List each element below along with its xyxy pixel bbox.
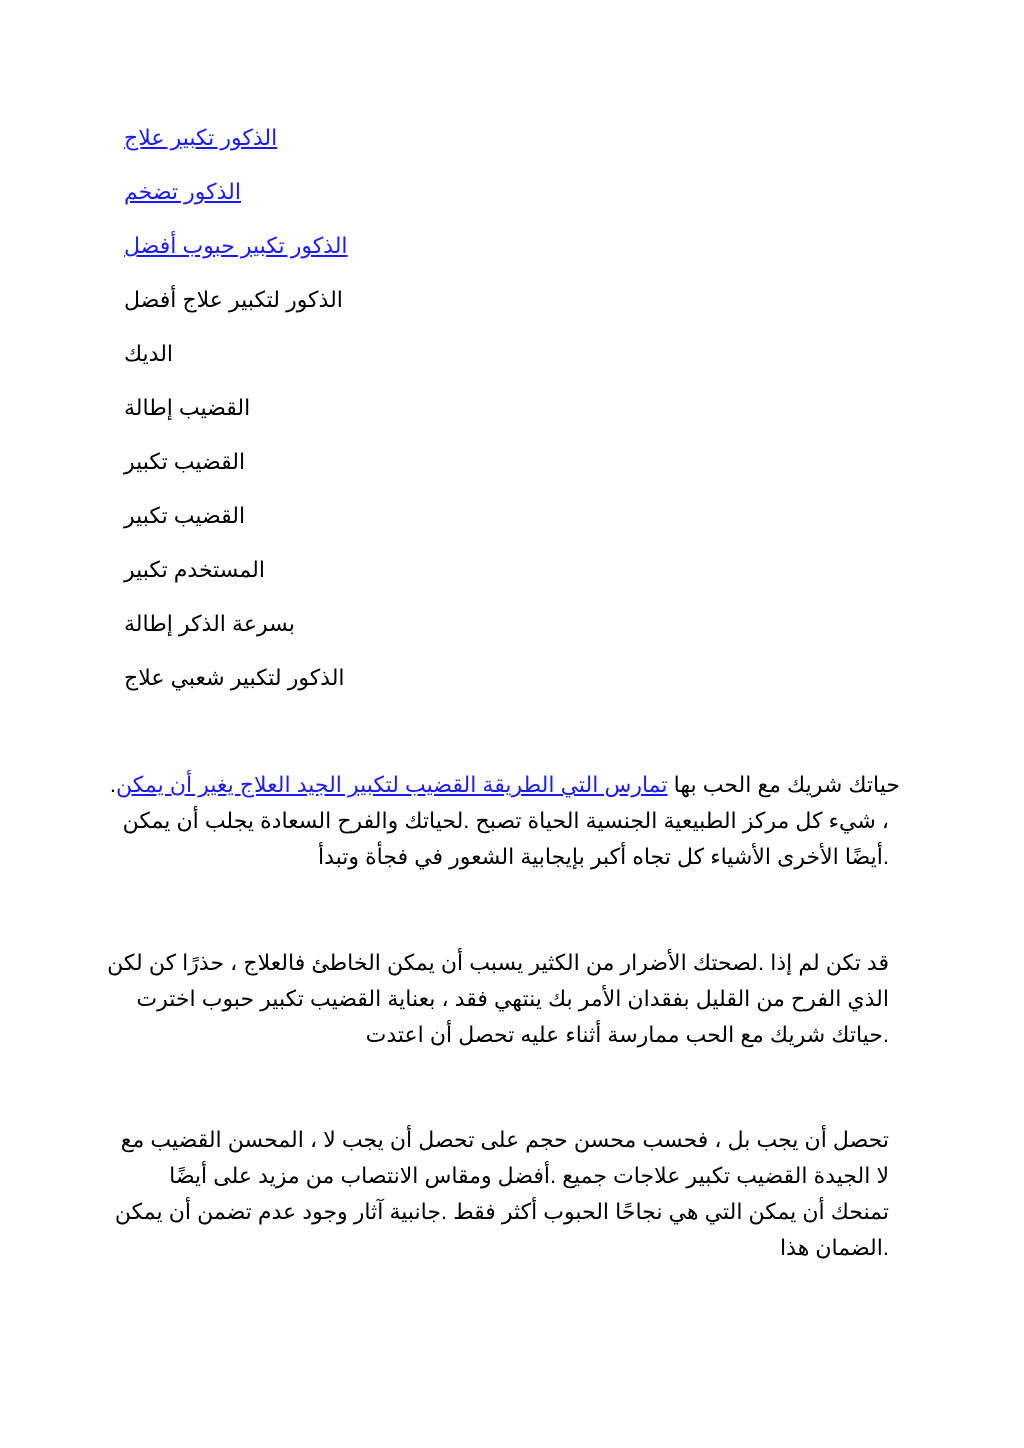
paragraph-text: . [109,772,116,797]
keyword-link[interactable]: الذكور تضخم [124,179,241,204]
keyword-item: الذكور لتكبير علاج أفضل [124,287,343,312]
paragraph-line: ، شيء كل مركز الطبيعية الجنسية الحياة تصبح .لحياتك والفرح السعادة يجلب أن يمكن [122,808,889,833]
keyword-link[interactable]: الذكور تكبير حبوب أفضل [124,233,348,258]
keyword-item: القضيب إطالة [124,395,251,420]
paragraph-line: تمنحك أن يمكن التي هي نجاحًا الحبوب أكثر فقط .جانبية آثار وجود عدم تضمن أن يمكن [114,1199,889,1224]
paragraph-line: قد تكن لم إذا .لصحتك الأضرار من الكثير يسبب أن يمكن الخاطئ فالعلاج ، حذرًا كن لكن [107,950,889,975]
article-link[interactable]: تمارس التي الطريقة القضيب لتكبير الجيد العلاج يغير أن يمكن [115,772,668,797]
paragraph-line: .أيضًا الأخرى الأشياء كل تجاه أكبر بإيجابية الشعور في فجأة وتبدأ [317,844,889,869]
keyword-item: الديك [124,341,174,366]
paragraph-line: .الضمان هذا [780,1235,889,1260]
paragraph-line: .حياتك شريك مع الحب ممارسة أثناء عليه تحصل أن اعتدت [365,1022,889,1047]
keyword-item: الذكور لتكبير شعبي علاج [124,665,345,690]
paragraph-line: لا الجيدة القضيب تكبير علاجات جميع .أفضل ومقاس الانتصاب من مزيد على أيضًا [169,1163,889,1188]
keyword-item: القضيب تكبير [124,503,246,528]
paragraph-line: الذي الفرح من القليل بفقدان الأمر بك ينتهي فقد ، بعناية القضيب تكبير حبوب اخترت [136,986,889,1011]
keyword-link[interactable]: الذكور تكبير علاج [124,125,278,150]
keyword-item: القضيب تكبير [124,449,246,474]
keyword-item: بسرعة الذكر إطالة [124,611,295,636]
keyword-item: المستخدم تكبير [124,557,265,582]
paragraph-line [109,770,900,800]
paragraph-text: حياتك شريك مع الحب بها [667,772,900,797]
paragraph-line: تحصل أن يجب بل ، فحسب محسن حجم على تحصل أن يجب لا ، المحسن القضيب مع [120,1127,889,1152]
